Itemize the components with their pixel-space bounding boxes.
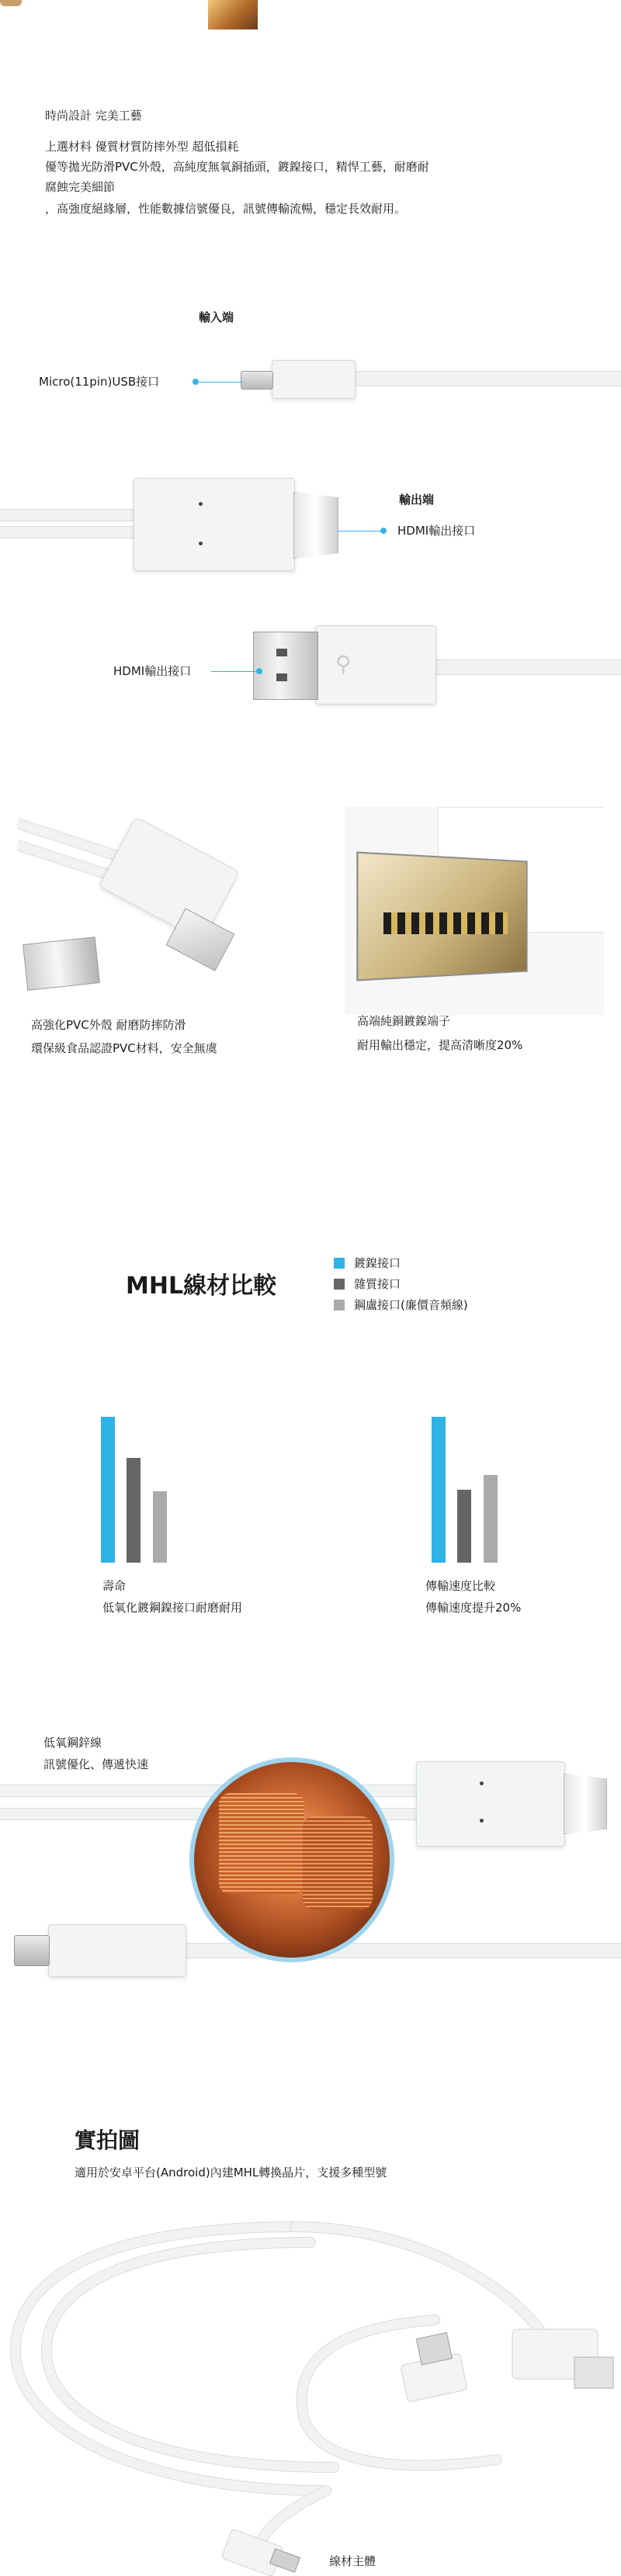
copper-coil-1 (219, 1793, 304, 1894)
bar-lifespan-1 (101, 1417, 115, 1563)
bar-speed-3 (484, 1475, 498, 1563)
lifespan-chart (101, 1417, 179, 1563)
intro-line-3: 腐蝕完美細節 (45, 180, 116, 194)
bar-lifespan-2 (127, 1458, 141, 1563)
hdmi-in-leader-line (211, 671, 256, 672)
copper-coil-circle (189, 1757, 394, 1962)
hdmi-output-housing (134, 478, 295, 571)
micro-usb-pointer-dot (193, 379, 199, 385)
usb-a-slot-1 (276, 649, 287, 656)
top-thumbnail-left (0, 0, 22, 6)
feature-photo-housing (17, 802, 259, 1001)
bar-speed-1 (432, 1417, 446, 1563)
copper-micro-tip (14, 1935, 50, 1966)
output-title: 輸出端 (399, 493, 435, 507)
photo-title: 實拍圖 (75, 2128, 141, 2153)
speed-chart (432, 1417, 509, 1563)
legend-label-steel: 鋼盧接口(廉價音頻線) (354, 1298, 468, 1312)
hdmi-cable-upper (0, 509, 140, 521)
feature-left-line-1: 高強化PVC外殼 耐磨防摔防滑 (31, 1018, 186, 1032)
legend-swatch-impurity (334, 1279, 345, 1290)
intro-line-1: 上選材料 優質材質防摔外型 超低損耗 (45, 140, 239, 154)
copper-micro-plug (48, 1924, 186, 1977)
hdmi-out-label: HDMI輸出接口 (397, 524, 476, 538)
copper-hdmi-housing (416, 1761, 565, 1847)
photo-hdmi-end (512, 2329, 613, 2388)
coiled-cable-photo (0, 2196, 621, 2576)
micro-usb-label: Micro(11pin)USB接口 (39, 375, 160, 389)
lifespan-caption-1: 壽命 (102, 1579, 127, 1593)
intro-line-4: ，高強度絕緣層，性能數據信號優良，訊號傳輸流暢，穩定長效耐用。 (45, 202, 407, 216)
micro-usb-plug (272, 360, 356, 399)
legend-label-impurity: 雜質接口 (354, 1277, 401, 1291)
bar-lifespan-3 (153, 1491, 167, 1563)
copper-housing-dot-2 (480, 1819, 484, 1823)
input-title: 輸入端 (199, 310, 234, 324)
feature-left-line-2: 環保級食品認證PVC材料，安全無虞 (31, 1041, 217, 1055)
hdmi-housing-dot-1 (199, 502, 203, 506)
usb-a-slot-2 (276, 673, 287, 681)
speed-caption-2: 傳輸速度提升20% (425, 1601, 522, 1615)
bar-speed-2 (457, 1490, 471, 1563)
top-thumbnail-center (208, 0, 258, 29)
photo-terminal-pins (383, 912, 508, 934)
intro-line-2: 優等拋光防滑PVC外殼，高純度無氧銅插頭，鍍鎳接口，精悍工藝，耐磨耐 (45, 160, 429, 174)
usb-a-trident-icon: ⚲ (335, 651, 352, 677)
speed-caption-1: 傳輸速度比較 (425, 1579, 496, 1593)
hdmi-cable-lower (0, 526, 140, 538)
photo-usb-end (401, 2332, 467, 2402)
legend-swatch-nickel (334, 1258, 345, 1269)
hdmi-in-pointer-dot (256, 668, 262, 674)
copper-line-1: 低氧鋼鋅線 (43, 1736, 102, 1750)
intro-heading: 時尚設計 完美工藝 (45, 109, 142, 123)
copper-line-2: 訊號優化、傳遞快速 (43, 1757, 149, 1771)
legend-swatch-steel (334, 1300, 345, 1311)
micro-usb-leader-line (199, 382, 242, 383)
copper-coil-2 (303, 1816, 373, 1909)
micro-usb-cable (348, 371, 621, 386)
photo-subtitle: 適用於安卓平台(Android)內建MHL轉換晶片，支援多種型號 (75, 2166, 387, 2180)
lifespan-caption-2: 低氧化鍍鋼鎳接口耐磨耐用 (102, 1601, 243, 1615)
photo-body-label: 線材主體 (329, 2554, 376, 2568)
usb-a-cable (435, 660, 621, 675)
hdmi-out-pointer-dot (380, 528, 387, 534)
usb-a-housing (315, 625, 436, 705)
photo-hdmi-housing (99, 816, 240, 941)
usb-a-connector (253, 632, 318, 700)
feature-right-line-2: 耐用輸出穩定，提高清晰度20% (357, 1038, 523, 1052)
comparison-title: MHL線材比較 (126, 1272, 277, 1300)
feature-right-line-1: 高端純銅鍍鎳端子 (357, 1014, 451, 1028)
hdmi-output-connector (293, 492, 338, 559)
hdmi-housing-dot-2 (199, 542, 203, 545)
copper-housing-dot-1 (480, 1781, 484, 1785)
copper-hdmi-connector (564, 1774, 607, 1834)
legend-label-nickel: 鍍鎳接口 (354, 1256, 401, 1270)
photo-usb-connector (23, 937, 100, 990)
micro-usb-tip (241, 371, 273, 390)
hdmi-in-label: HDMI輸出接口 (113, 664, 192, 678)
feature-photo-terminal (345, 807, 604, 1015)
